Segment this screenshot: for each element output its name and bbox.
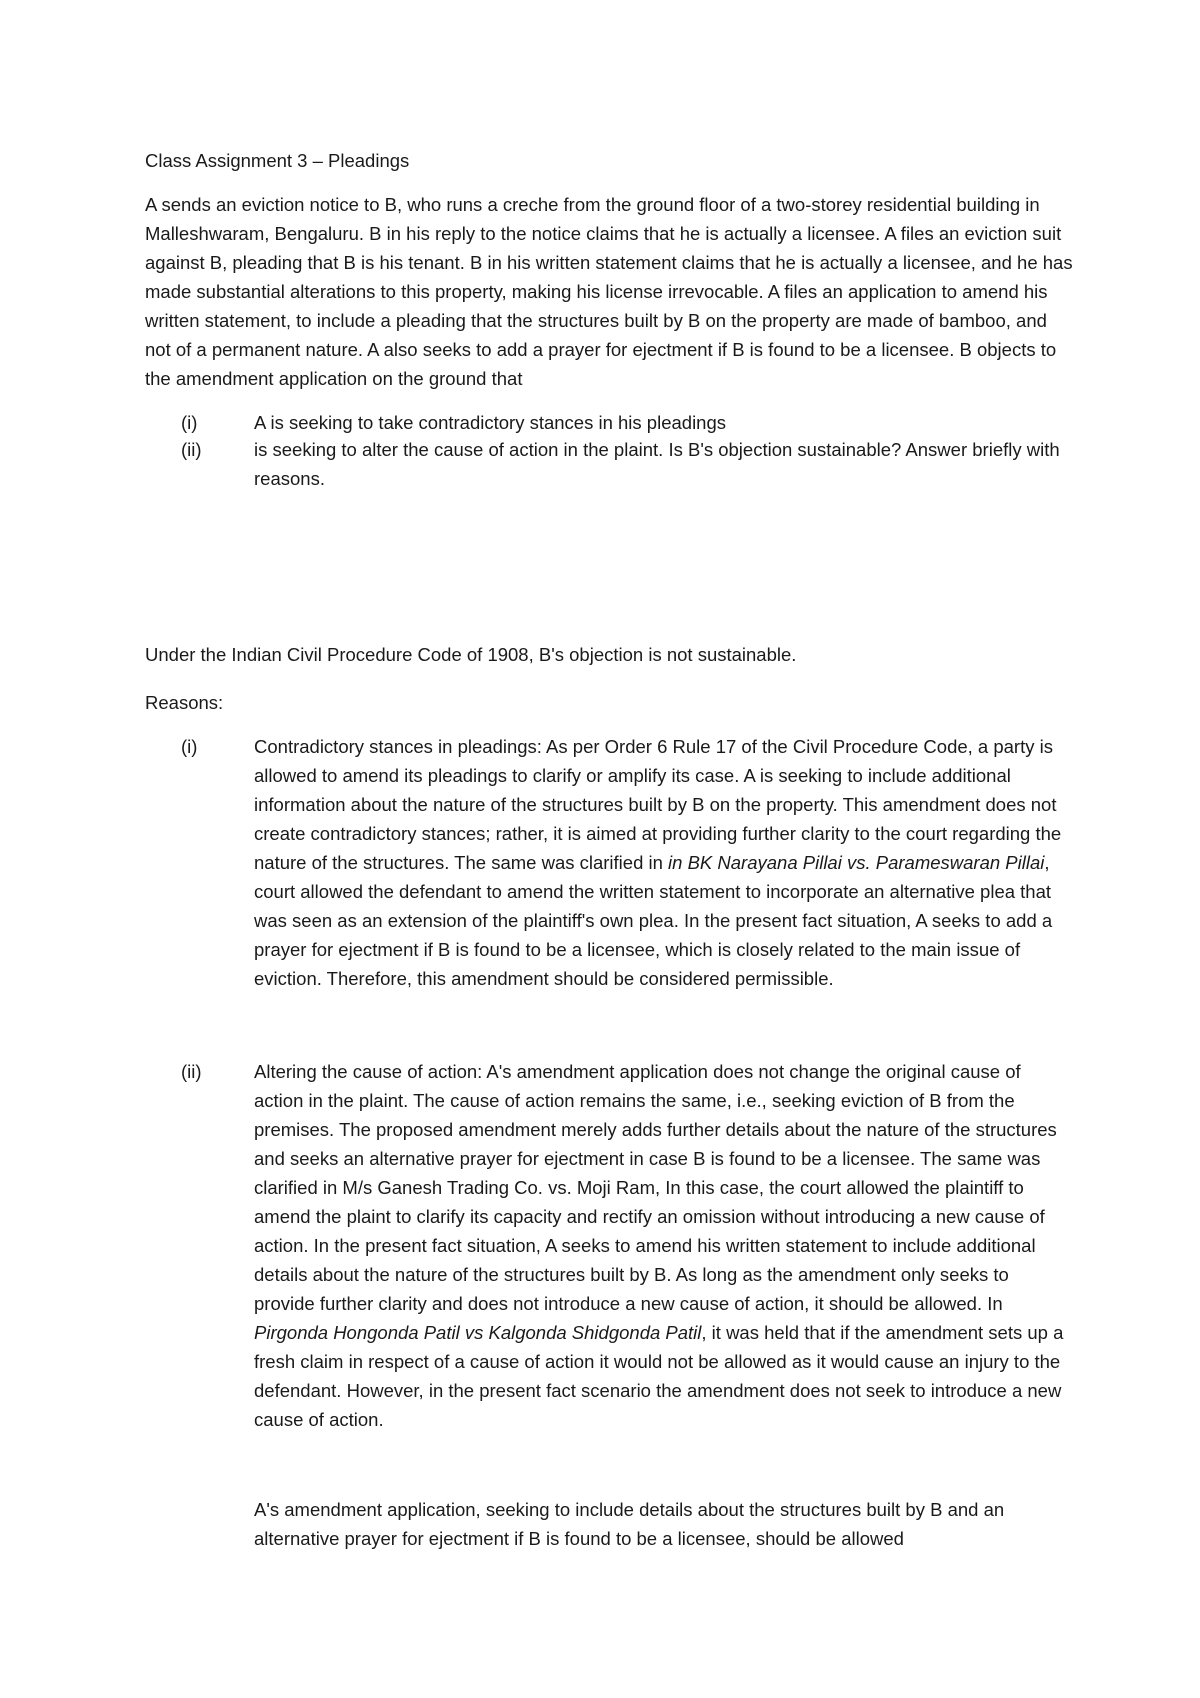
- reason-number: (i): [181, 736, 198, 757]
- reason-text-part: Altering the cause of action: A's amendment application does not change the original cause of action in the plaint. The cause of action remains the same, i.e., seeking eviction of B from the premises. The proposed amendment merely adds further details about the nature of the structures and seeks an alternative prayer for ejectment in case B is found to be a licensee. The same was clarified in M/s Ganesh Trading Co. vs. Moji Ram, In this case, the court allowed the plaintiff to amend the plaint to clarify its capacity and rectify an omission without introducing a new cause of action. In the present fact situation, A seeks to amend his written statement to include additional details about the nature of the structures built by B. As long as the amendment only seeks to provide further clarity and does not introduce a new cause of action, it should be allowed. In: [254, 1061, 1057, 1314]
- page-title: Class Assignment 3 – Pleadings: [145, 150, 410, 171]
- case-citation: in BK Narayana Pillai vs. Parameswaran Pillai: [668, 852, 1045, 873]
- reason-number: (ii): [181, 1061, 202, 1082]
- question-paragraph: A sends an eviction notice to B, who runs a creche from the ground floor of a two-storey residential building in Malleshwaram, Bengaluru. B in his reply to the notice claims that he is actually a licensee. A files an eviction suit against B, pleading that B is his tenant. B in his written statement claims that he is actually a licensee, and he has made substantial alterations to this property, making his license irrevocable. A files an application to amend his written statement, to include a pleading that the structures built by B on the property are made of bamboo, and not of a permanent nature. A also seeks to add a prayer for ejectment if B is found to be a licensee. B objects to the amendment application on the ground that: [145, 194, 1073, 389]
- conclusion-paragraph: A's amendment application, seeking to include details about the structures built by B and an alternative prayer for ejectment if B is found to be a licensee, should be allowed: [254, 1499, 1005, 1549]
- reason-text-part: Contradictory stances in pleadings: As per Order 6 Rule 17 of the Civil Procedure Code, a party is allowed to amend its pleadings to clarify or amplify its case. A is seeking to include additional information about the nature of the structures built by B on the property. This amendment does not create contradictory stances; rather, it is aimed at providing further clarity to the court regarding the nature of the structures. The same was clarified in: [254, 736, 1062, 873]
- answer-intro: Under the Indian Civil Procedure Code of 1908, B's objection is not sustainable.: [145, 644, 797, 665]
- objection-text: A is seeking to take contradictory stances in his pleadings: [254, 412, 727, 433]
- objection-number: (ii): [181, 439, 202, 460]
- reason-text: [254, 732, 1074, 993]
- objection-text: is seeking to alter the cause of action in the plaint. Is B's objection sustainable? Answer briefly with reasons.: [254, 439, 1060, 489]
- reason-text-part: , court allowed the defendant to amend the written statement to incorporate an alternative plea that was seen as an extension of the plaintiff's own plea. In the present fact situation, A seeks to add a prayer for ejectment if B is found to be a licensee, which is closely related to the main issue of eviction. Therefore, this amendment should be considered permissible.: [254, 852, 1053, 989]
- reasons-label: Reasons:: [145, 692, 224, 713]
- objection-number: (i): [181, 412, 198, 433]
- reason-text: [254, 1057, 1074, 1434]
- case-citation: Pirgonda Hongonda Patil vs Kalgonda Shidgonda Patil: [254, 1322, 702, 1343]
- reason-text-part: , it was held that if the amendment sets up a fresh claim in respect of a cause of action it would not be allowed as it would cause an injury to the defendant. However, in the present fact scenario the amendment does not seek to introduce a new cause of action.: [254, 1322, 1064, 1430]
